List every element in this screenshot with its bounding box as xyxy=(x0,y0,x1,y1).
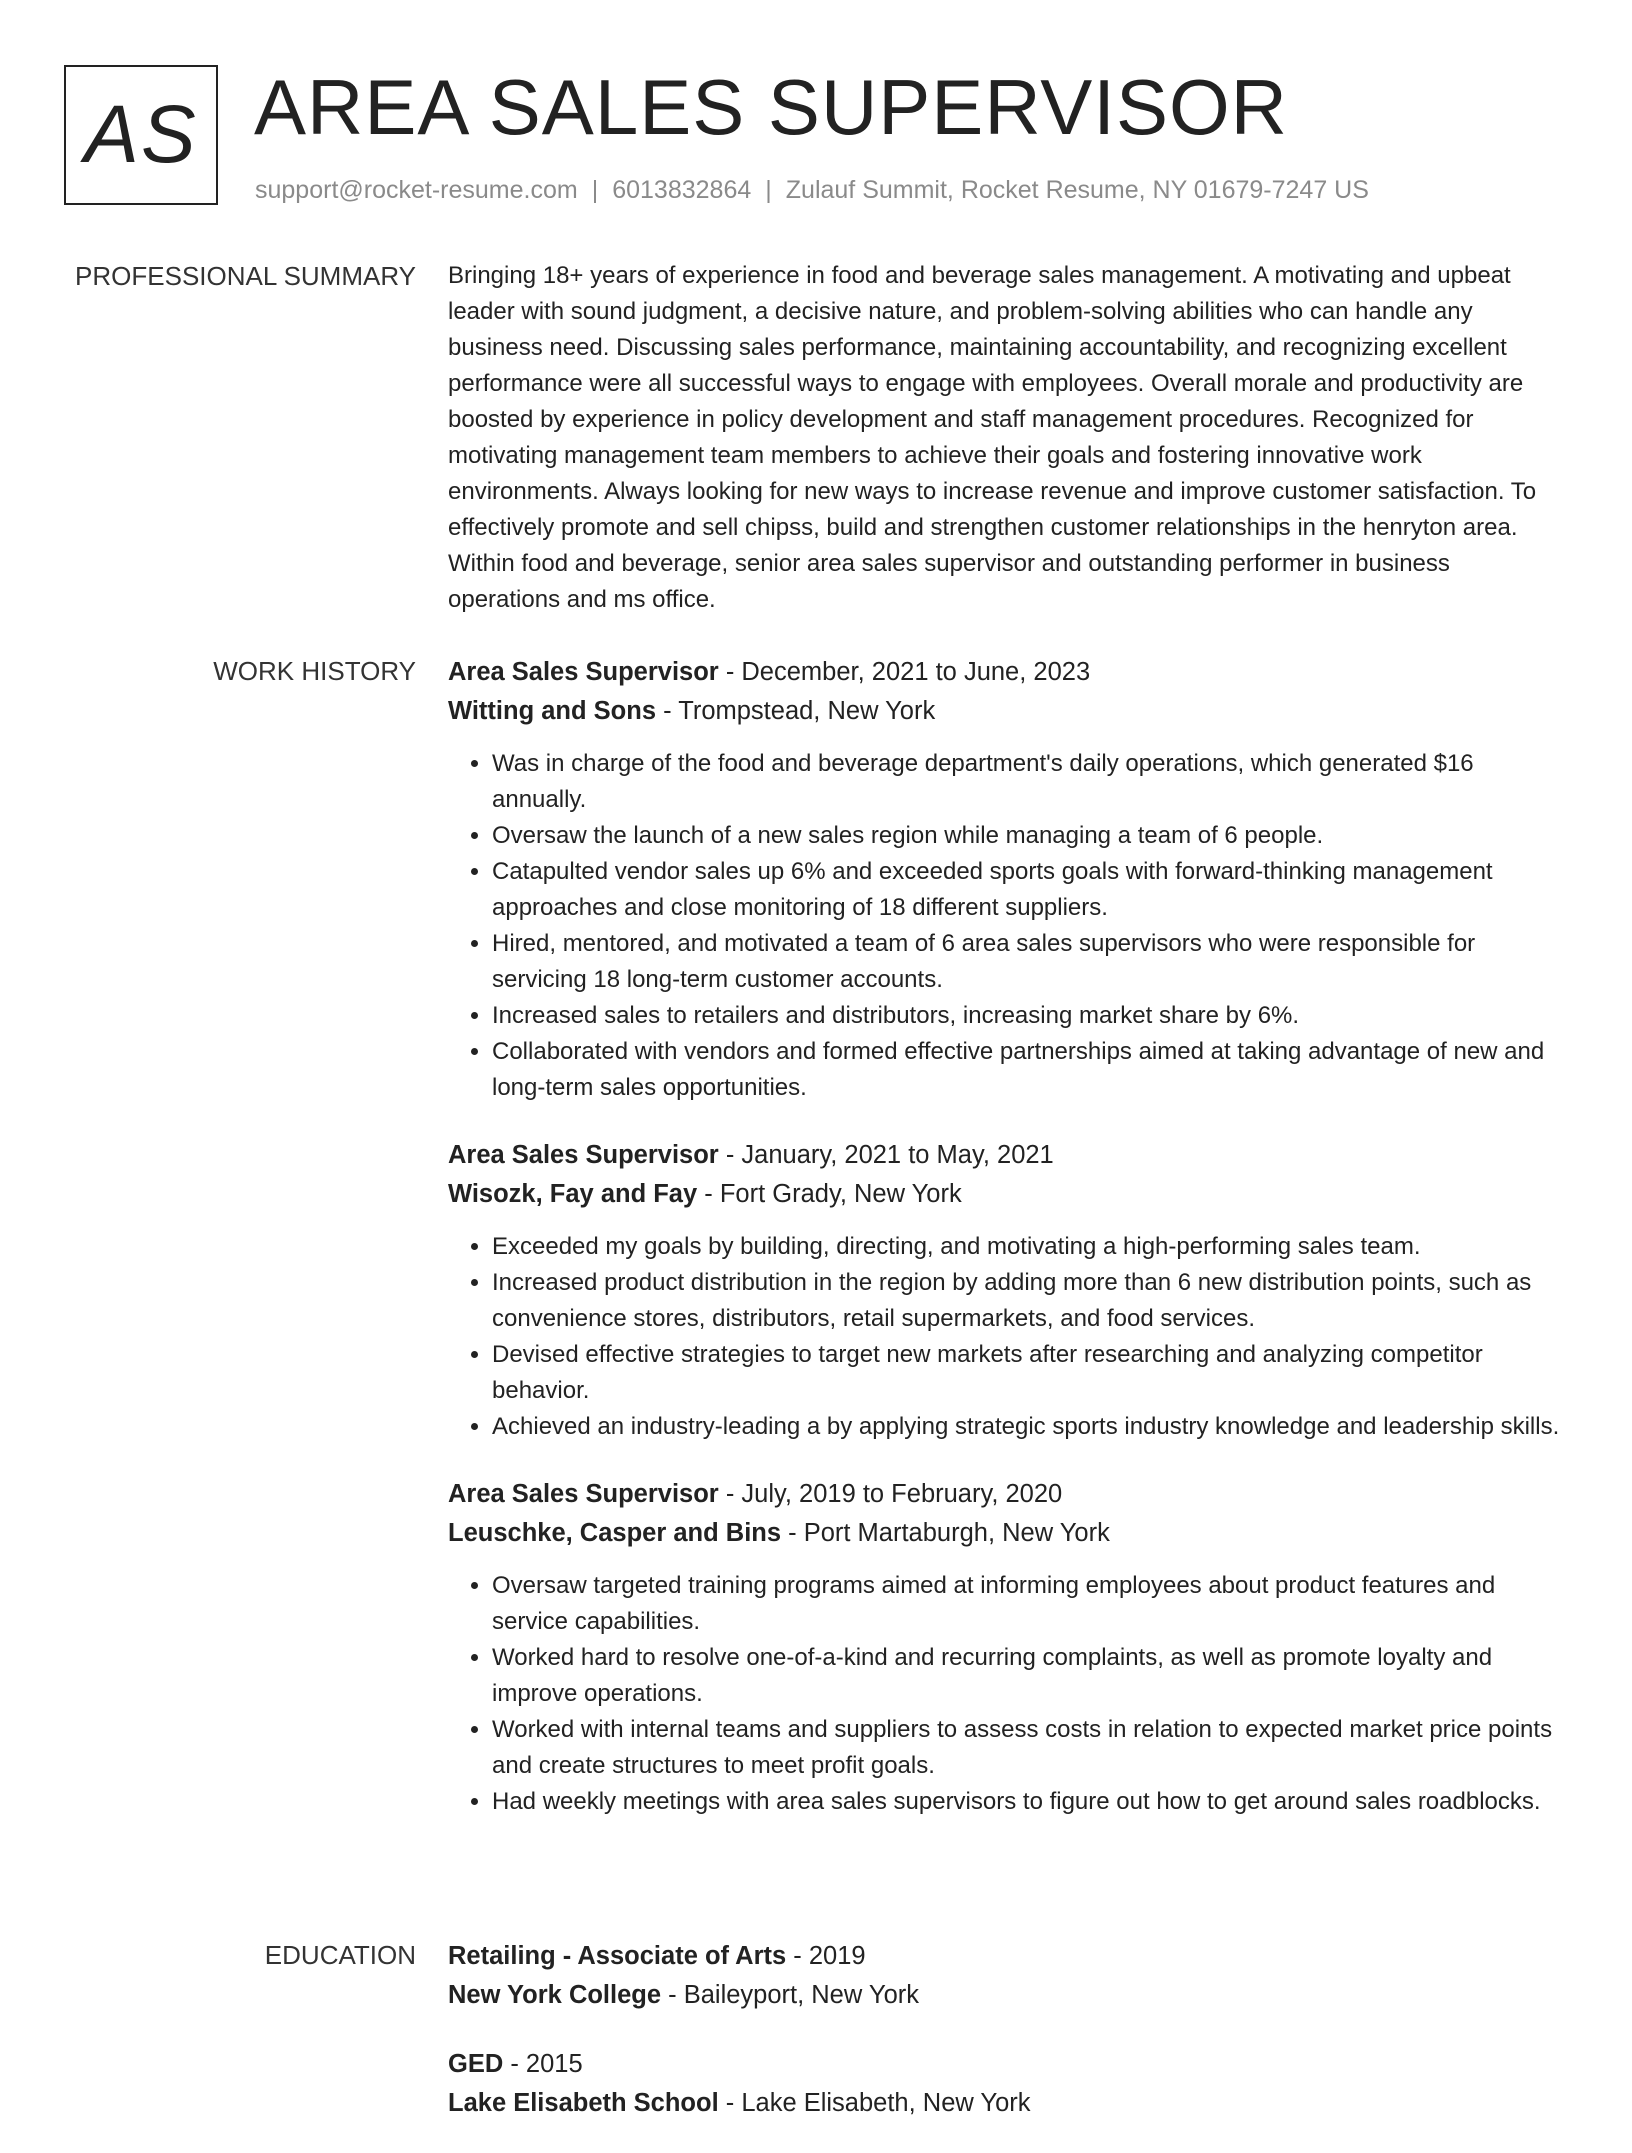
job-title: Area Sales Supervisor xyxy=(448,658,719,686)
section-heading-education: EDUCATION xyxy=(264,1940,416,1970)
job-location: - Port Martaburgh, New York xyxy=(781,1519,1110,1547)
school-location: - Lake Elisabeth, New York xyxy=(718,2089,1031,2117)
list-item: • Exceeded my goals by building, directing, and motivating a high-performing sales team. xyxy=(492,1229,1560,1265)
list-item: • Increased sales to retailers and distributors, increasing market share by 6%. xyxy=(492,998,1560,1034)
job-entry xyxy=(448,1475,1560,1820)
resume-header xyxy=(64,65,1584,210)
degree: GED xyxy=(448,2050,504,2078)
education-entry xyxy=(448,1937,1560,2015)
contact-line xyxy=(255,176,1369,205)
list-item: • Increased product distribution in the region by adding more than 6 new distribution points, such as convenience stores, distributors, retail supermarkets, and food services. xyxy=(492,1265,1560,1337)
job-title-line xyxy=(448,653,1560,692)
job-bullets xyxy=(448,1229,1560,1445)
list-item: • Oversaw targeted training programs aimed at informing employees about product features and service capabilities. xyxy=(492,1568,1560,1640)
page-title: AREA SALES SUPERVISOR xyxy=(254,63,1288,151)
job-entry xyxy=(448,1136,1560,1445)
job-title: Area Sales Supervisor xyxy=(448,1141,719,1169)
job-location: - Fort Grady, New York xyxy=(697,1180,962,1208)
contact-email: support@rocket-resume.com xyxy=(255,176,578,204)
list-item: • Devised effective strategies to target new markets after researching and analyzing competitor behavior. xyxy=(492,1337,1560,1409)
job-title-line xyxy=(448,1136,1560,1175)
job-company: Leuschke, Casper and Bins xyxy=(448,1519,782,1547)
job-title-line xyxy=(448,1475,1560,1514)
job-dates: - December, 2021 to June, 2023 xyxy=(718,658,1091,686)
summary-text: Bringing 18+ years of experience in food and beverage sales management. A motivating and upbeat leader with sound judgment, a decisive nature, and problem-solving abilities who can handle any business need. Discussing sales performance, maintaining accountability, and recognizing excellent performance were all successful ways to engage with employees. Overall morale and productivity are boosted by experience in policy development and staff management procedures. Recognized for motivating management team members to achieve their goals and fostering innovative work environments. Always looking for new ways to increase revenue and improve customer satisfaction. To effectively promote and sell chipss, build and strengthen customer relationships in the henryton area. Within food and beverage, senior area sales supervisor and outstanding performer in business operations and ms office. xyxy=(448,262,1537,613)
degree-line xyxy=(448,1937,1560,1976)
job-company: Wisozk, Fay and Fay xyxy=(448,1180,698,1208)
job-title: Area Sales Supervisor xyxy=(448,1480,719,1508)
list-item: • Oversaw the launch of a new sales region while managing a team of 6 people. xyxy=(492,818,1560,854)
degree-year: - 2015 xyxy=(503,2050,583,2078)
degree-line xyxy=(448,2045,1560,2084)
school-line xyxy=(448,2084,1560,2123)
job-location: - Trompstead, New York xyxy=(656,697,936,725)
school: New York College xyxy=(448,1981,662,2009)
school-location: - Baileyport, New York xyxy=(661,1981,919,2009)
section-heading-work-history: WORK HISTORY xyxy=(213,656,416,686)
list-item: • Had weekly meetings with area sales supervisors to figure out how to get around sales roadblocks. xyxy=(492,1784,1560,1820)
job-company: Witting and Sons xyxy=(448,697,656,725)
job-bullets xyxy=(448,1568,1560,1820)
job-dates: - July, 2019 to February, 2020 xyxy=(718,1480,1063,1508)
contact-separator: | xyxy=(591,176,599,204)
job-company-line xyxy=(448,1514,1560,1553)
education-entry xyxy=(448,2045,1560,2123)
job-bullets xyxy=(448,746,1560,1106)
degree: Retailing - Associate of Arts xyxy=(448,1942,787,1970)
job-company-line xyxy=(448,1175,1560,1214)
list-item: • Collaborated with vendors and formed effective partnerships aimed at taking advantage of new and long-term sales opportunities. xyxy=(492,1034,1560,1106)
list-item: • Worked hard to resolve one-of-a-kind and recurring complaints, as well as promote loyalty and improve operations. xyxy=(492,1640,1560,1712)
contact-phone: 6013832864 xyxy=(612,176,752,204)
degree-year: - 2019 xyxy=(786,1942,866,1970)
job-entry xyxy=(448,653,1560,1106)
contact-separator: | xyxy=(765,176,772,204)
list-item: • Worked with internal teams and suppliers to assess costs in relation to expected market price points and create structures to meet profit goals. xyxy=(492,1712,1560,1784)
list-item: • Hired, mentored, and motivated a team of 6 area sales supervisors who were responsible for servicing 18 long-term customer accounts. xyxy=(492,926,1560,998)
job-dates: - January, 2021 to May, 2021 xyxy=(718,1141,1054,1169)
job-company-line xyxy=(448,692,1560,731)
list-item: • Was in charge of the food and beverage department's daily operations, which generated $16 annually. xyxy=(492,746,1560,818)
contact-address: Zulauf Summit, Rocket Resume, NY 01679-7247 US xyxy=(785,176,1369,204)
section-heading-summary: PROFESSIONAL SUMMARY xyxy=(75,261,416,291)
school-line xyxy=(448,1976,1560,2015)
school: Lake Elisabeth School xyxy=(448,2089,719,2117)
list-item: • Catapulted vendor sales up 6% and exceeded sports goals with forward-thinking management approaches and close monitoring of 18 different suppliers. xyxy=(492,854,1560,926)
list-item: • Achieved an industry-leading a by applying strategic sports industry knowledge and leadership skills. xyxy=(492,1409,1560,1445)
initials-monogram: AS xyxy=(64,65,218,205)
